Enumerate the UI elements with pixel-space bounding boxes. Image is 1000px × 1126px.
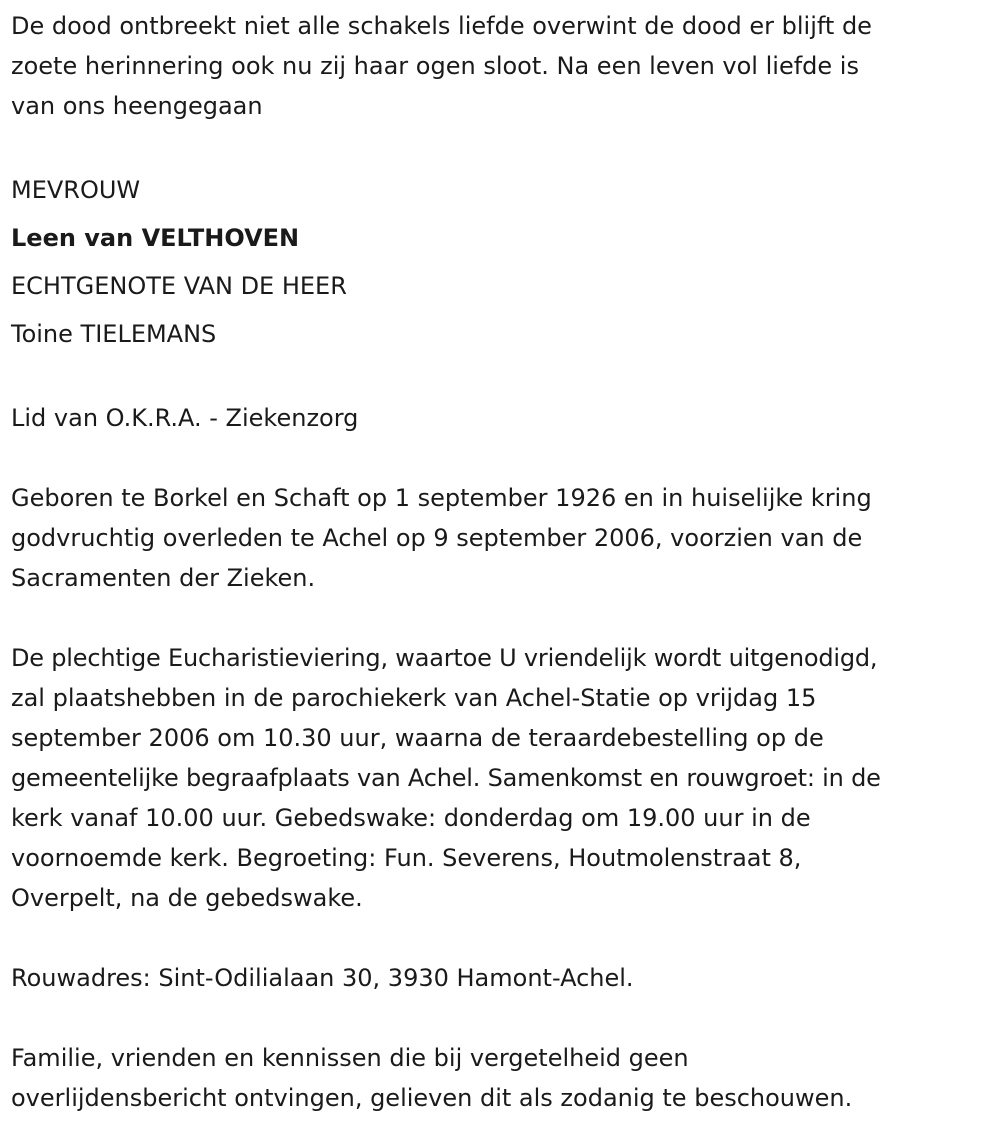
relation-line: ECHTGENOTE VAN DE HEER xyxy=(11,272,347,300)
birth-death-line: Geboren te Borkel en Schaft op 1 september 1926 en in huiselijke kring xyxy=(11,484,872,512)
ceremony-line: Overpelt, na de gebedswake. xyxy=(11,884,363,912)
ceremony-line: zal plaatshebben in de parochiekerk van Achel-Statie op vrijdag 15 xyxy=(11,684,817,712)
person-block xyxy=(11,166,996,358)
closing-paragraph xyxy=(11,1038,996,1118)
spacer xyxy=(11,918,996,958)
birth-death-paragraph xyxy=(11,478,996,598)
ceremony-paragraph xyxy=(11,638,996,918)
ceremony-line: gemeentelijke begraafplaats van Achel. Samenkomst en rouwgroet: in de xyxy=(11,764,881,792)
spacer xyxy=(11,358,996,398)
spouse-name: Toine TIELEMANS xyxy=(11,320,217,348)
closing-line: overlijdensbericht ontvingen, gelieven dit als zodanig te beschouwen. xyxy=(11,1084,853,1112)
intro-line: van ons heengegaan xyxy=(11,92,263,120)
ceremony-line: voornoemde kerk. Begroeting: Fun. Severens, Houtmolenstraat 8, xyxy=(11,844,802,872)
obituary-document xyxy=(11,6,996,1118)
ceremony-line: september 2006 om 10.30 uur, waarna de teraardebestelling op de xyxy=(11,724,824,752)
honorific-title: MEVROUW xyxy=(11,176,141,204)
mourning-address: Rouwadres: Sint-Odilialaan 30, 3930 Hamont-Achel. xyxy=(11,964,634,992)
birth-death-line: godvruchtig overleden te Achel op 9 september 2006, voorzien van de xyxy=(11,524,863,552)
spacer xyxy=(11,998,996,1038)
intro-paragraph xyxy=(11,6,996,126)
birth-death-line: Sacramenten der Zieken. xyxy=(11,564,316,592)
spacer xyxy=(11,126,996,166)
spacer xyxy=(11,598,996,638)
deceased-name: Leen van VELTHOVEN xyxy=(11,224,300,252)
ceremony-line: De plechtige Eucharistieviering, waartoe U vriendelijk wordt uitgenodigd, xyxy=(11,644,878,672)
intro-line: De dood ontbreekt niet alle schakels liefde overwint de dood er blijft de xyxy=(11,12,872,40)
closing-line: Familie, vrienden en kennissen die bij vergetelheid geen xyxy=(11,1044,689,1072)
intro-line: zoete herinnering ook nu zij haar ogen sloot. Na een leven vol liefde is xyxy=(11,52,859,80)
spacer xyxy=(11,438,996,478)
membership-line: Lid van O.K.R.A. - Ziekenzorg xyxy=(11,404,359,432)
ceremony-line: kerk vanaf 10.00 uur. Gebedswake: donderdag om 19.00 uur in de xyxy=(11,804,811,832)
